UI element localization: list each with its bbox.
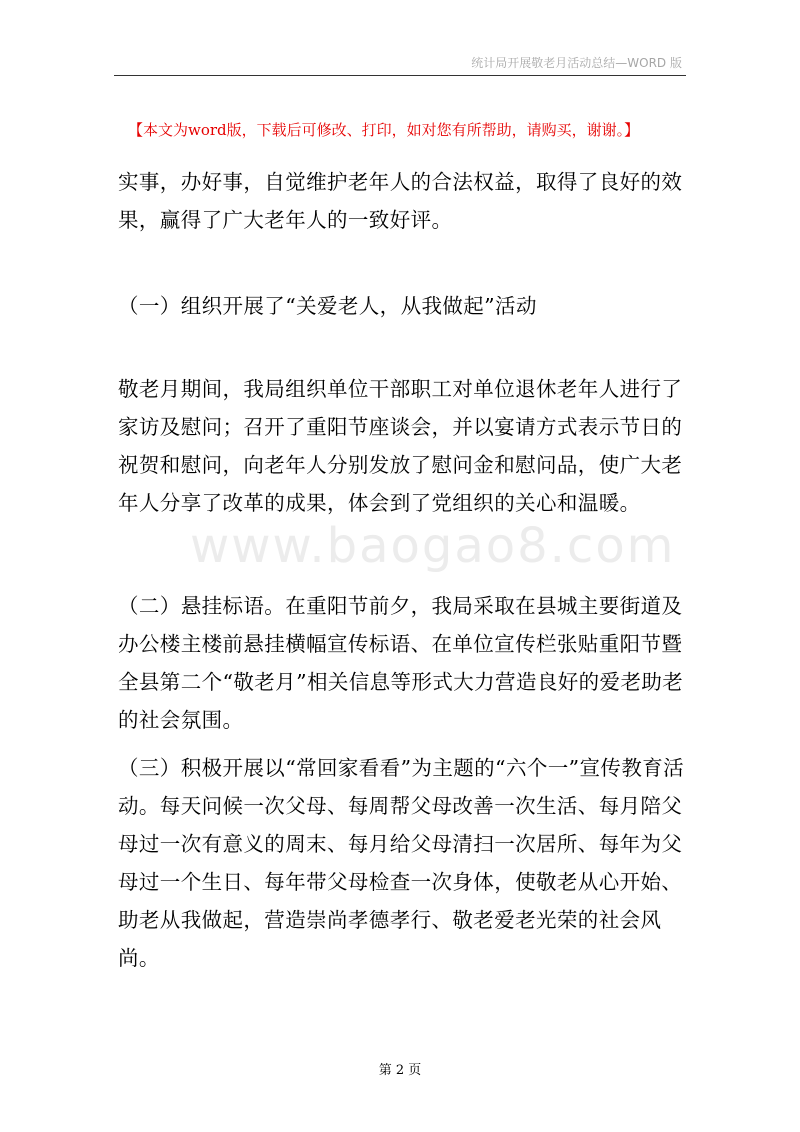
paragraph-visits: 敬老月期间，我局组织单位干部职工对单位退休老年人进行了家访及慰问；召开了重阳节座谈会，并以宴请方式表示节日的祝贺和慰问，向老年人分别发放了慰问金和慰问品，使广大老年人分享了改革的成果，体会到了党组织的关心和温暖。 xyxy=(118,377,683,515)
purchase-notice: 【本文为word版，下载后可修改、打印，如对您有所帮助，请购买，谢谢。】 xyxy=(128,121,640,139)
page-number: 第 2 页 xyxy=(378,1063,422,1078)
paragraph-intro: 实事，办好事，自觉维护老年人的合法权益，取得了良好的效果，赢得了广大老年人的一致好评。 xyxy=(118,170,683,232)
header-title: 统计局开展敬老月活动总结—WORD 版 xyxy=(471,56,682,70)
section-heading-1: （一）组织开展了“关爱老人，从我做起”活动 xyxy=(118,294,537,318)
watermark: www.baogao8.com xyxy=(190,518,676,574)
paragraph-banners: （二）悬挂标语。在重阳节前夕，我局采取在县城主要街道及办公楼主楼前悬挂横幅宣传标语、在单位宣传栏张贴重阳节暨全县第二个“敬老月”相关信息等形式大力营造良好的爱老助老的社会氛围。 xyxy=(118,594,684,732)
header-divider xyxy=(114,75,686,76)
paragraph-education: （三）积极开展以“常回家看看”为主题的“六个一”宣传教育活动。每天问候一次父母、每周帮父母改善一次生活、每月陪父母过一次有意义的周末、每月给父母清扫一次居所、每年为父母过一个生日、每年带父母检查一次身体，使敬老从心开始、助老从我做起，营造崇尚孝德孝行、敬老爱老光荣的社会风尚。 xyxy=(118,756,685,970)
